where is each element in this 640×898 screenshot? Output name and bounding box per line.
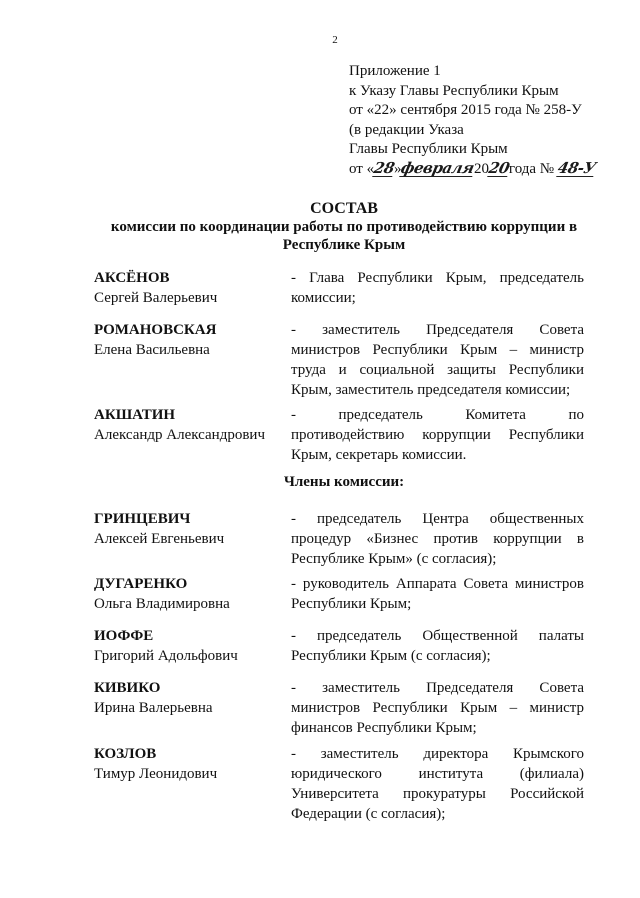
person-role: - председатель Комитета по противодействию коррупции Республики Крым, секретарь комиссии.	[291, 407, 584, 463]
person-name	[94, 678, 289, 718]
person-name	[94, 268, 289, 308]
person-role: - заместитель директора Крымского юридического института (филиала) Университета прокуратуры Российской Федерации (с согласия);	[291, 746, 584, 822]
person-name	[94, 574, 289, 614]
handwritten-year: 20	[487, 158, 511, 177]
person-surname: ДУГАРЕНКО	[94, 576, 188, 592]
appendix-line-4: (в редакции Указа	[349, 121, 464, 138]
person-given-name: Сергей Валерьевич	[94, 290, 218, 306]
person-name	[94, 626, 289, 666]
handwritten-month: февраля	[399, 158, 477, 177]
person-given-name: Ирина Валерьевна	[94, 700, 213, 716]
appendix-line-2: к Указу Главы Республики Крым	[349, 82, 559, 99]
amendment-year-prefix: 20	[474, 160, 490, 177]
person-surname: КИВИКО	[94, 680, 161, 696]
amendment-date-quote: »	[393, 160, 402, 177]
person-role: - заместитель Председателя Совета министров Республики Крым – министр финансов Республики Крым;	[291, 680, 584, 736]
person-surname: АКШАТИН	[94, 407, 176, 423]
person-role: - заместитель Председателя Совета министров Республики Крым – министр труда и социальной защиты Республики Крым, заместитель председателя комиссии;	[291, 322, 584, 398]
person-given-name: Елена Васильевна	[94, 342, 210, 358]
appendix-header	[349, 62, 598, 179]
title-main: СОСТАВ	[310, 200, 378, 217]
person-given-name: Тимур Леонидович	[94, 766, 218, 782]
title-sub: комиссии по координации работы по противодействию коррупции в Республике Крым	[110, 219, 578, 253]
person-surname: АКСЁНОВ	[94, 270, 170, 286]
person-surname: ИОФФЕ	[94, 628, 154, 644]
handwritten-day: 28	[372, 158, 397, 177]
person-name	[94, 405, 289, 445]
person-name	[94, 320, 289, 360]
person-surname: КОЗЛОВ	[94, 746, 157, 762]
person-surname: РОМАНОВСКАЯ	[94, 322, 217, 338]
person-role: - председатель Центра общественных процедур «Бизнес против коррупции в Республике Крым» (с согласия);	[291, 511, 584, 567]
person-role: - руководитель Аппарата Совета министров Республики Крым;	[291, 576, 584, 612]
person-given-name: Ольга Владимировна	[94, 596, 230, 612]
amendment-number-label: года №	[508, 160, 555, 177]
appendix-line-3: от «22» сентября 2015 года № 258-У	[349, 102, 582, 118]
person-role: - председатель Общественной палаты Республики Крым (с согласия);	[291, 628, 584, 664]
handwritten-number: 48-У	[556, 158, 598, 177]
person-given-name: Алексей Евгеньевич	[94, 531, 225, 547]
document-title	[88, 200, 600, 254]
person-surname: ГРИНЦЕВИЧ	[94, 511, 191, 527]
person-role: - Глава Республики Крым, председатель комиссии;	[291, 270, 584, 306]
person-given-name: Александр Александрович	[94, 427, 265, 443]
appendix-line-1: Приложение 1	[349, 63, 441, 79]
person-given-name: Григорий Адольфович	[94, 648, 238, 664]
amendment-date-prefix: от «	[349, 160, 375, 177]
appendix-line-6	[349, 158, 598, 180]
person-name	[94, 744, 289, 784]
page-number: 2	[332, 34, 338, 46]
members-heading: Члены комиссии:	[283, 474, 405, 490]
person-name	[94, 509, 289, 549]
appendix-line-5: Главы Республики Крым	[349, 141, 508, 157]
